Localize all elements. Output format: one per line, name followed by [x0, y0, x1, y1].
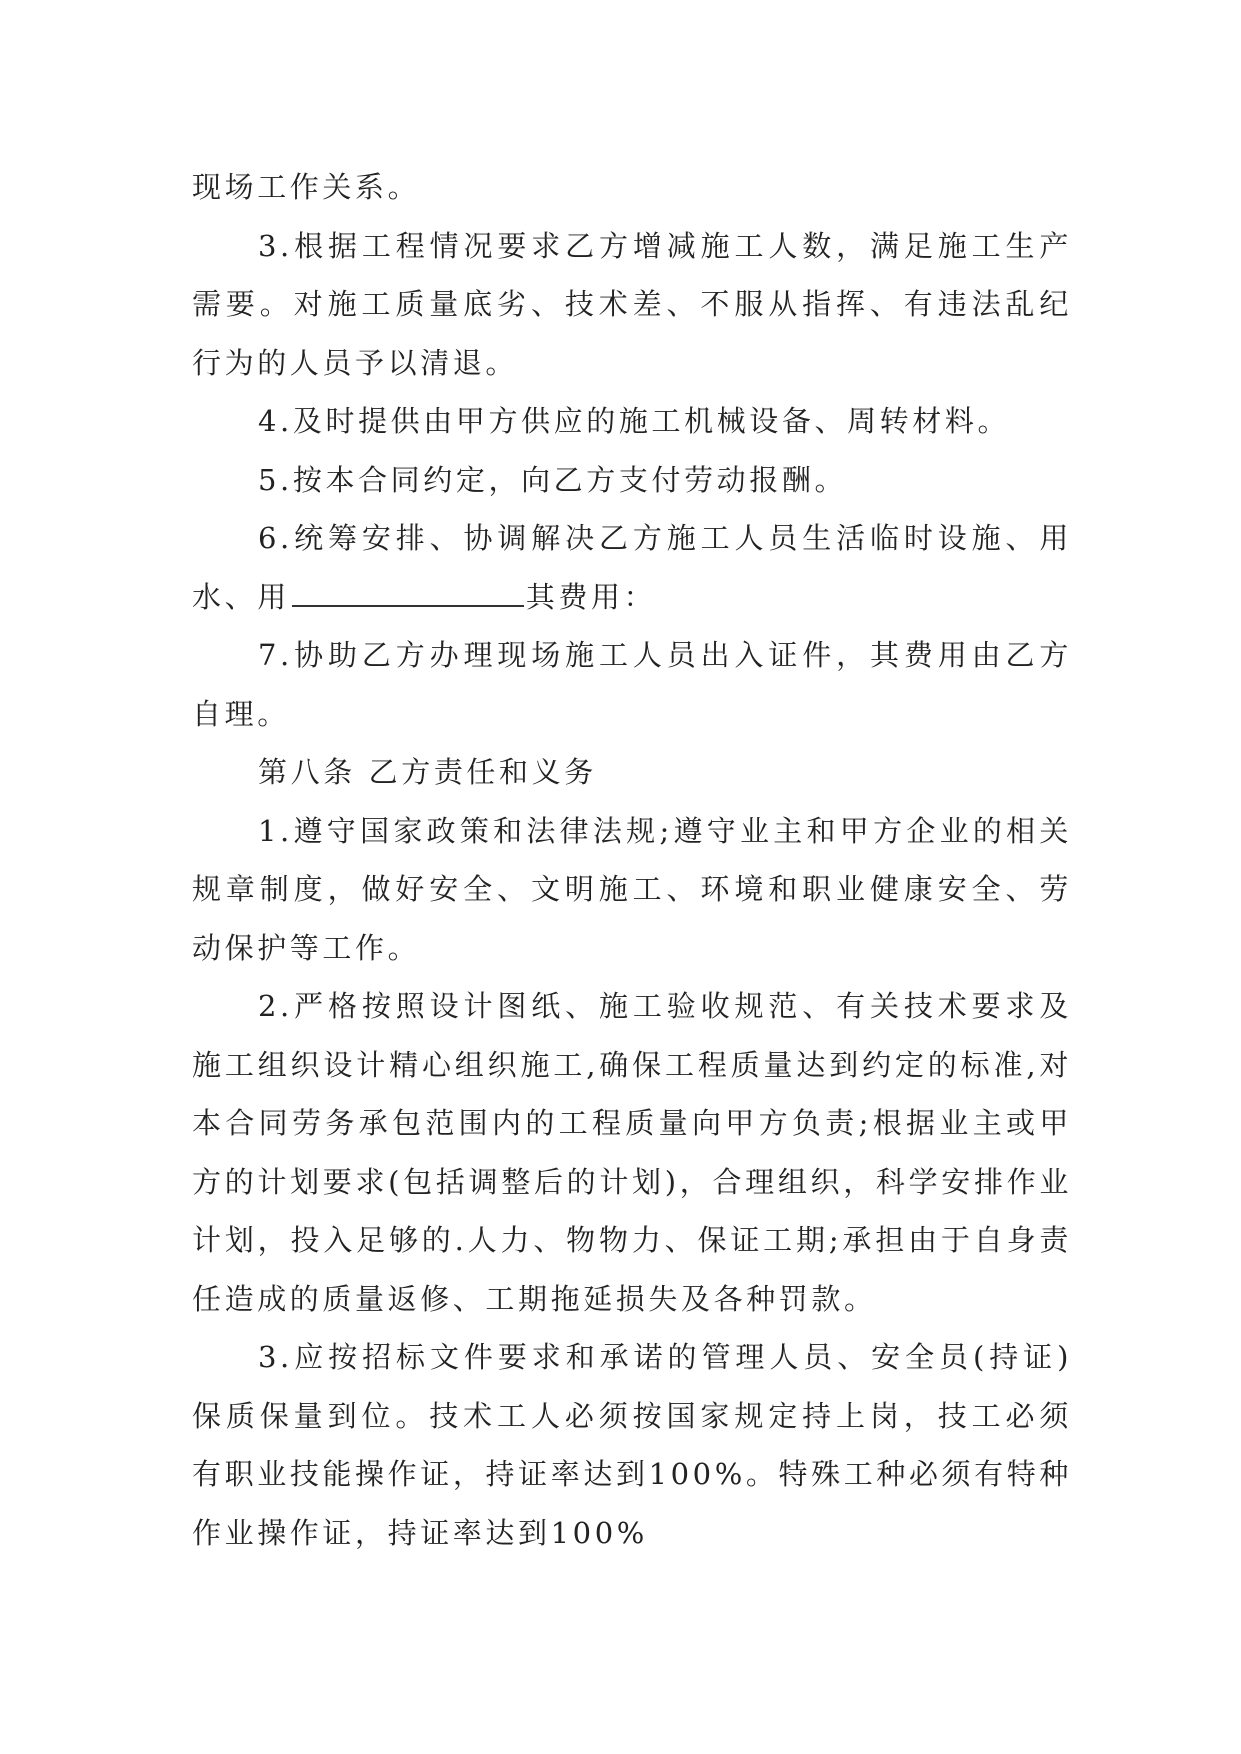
paragraph-text-after-blank: 其费用： [525, 579, 657, 614]
paragraph-item-3 [192, 217, 1072, 393]
paragraph-text: 3.根据工程情况要求乙方增减施工人数，满足施工生产需要。对施工质量底劣、技术差、不服从指挥、有违法乱纪行为的人员予以清退。 [192, 228, 1072, 380]
paragraph-text: 现场工作关系。 [192, 170, 421, 204]
paragraph-item-6 [192, 509, 1072, 626]
paragraph-item-7 [192, 626, 1072, 743]
paragraph-text: 3.应按招标文件要求和承诺的管理人员、安全员(持证)保质保量到位。技术工人必须按国家规定持上岗，技工必须有职业技能操作证，持证率达到100%。特殊工种必须有特种作业操作证，持证率达到100% [192, 1340, 1072, 1550]
paragraph-text: 6.统筹安排、协调解决乙方施工人员生活临时设施、用水、用 [192, 521, 1072, 614]
paragraph-item-4 [192, 392, 1072, 451]
paragraph-text: 7.协助乙方办理现场施工人员出入证件，其费用由乙方自理。 [192, 638, 1072, 731]
paragraph-duty-1 [192, 802, 1072, 978]
document-body [192, 158, 1072, 1562]
section-heading-text: 第八条 乙方责任和义务 [258, 755, 597, 789]
paragraph-text: 5.按本合同约定，向乙方支付劳动报酬。 [258, 462, 848, 497]
paragraph-text: 2.严格按照设计图纸、施工验收规范、有关技术要求及施工组织设计精心组织施工,确保工程质量达到约定的标准,对本合同劳务承包范围内的工程质量向甲方负责;根据业主或甲方的计划要求(包括调整后的计划)，合理组织，科学安排作业计划，投入足够的.人力、物物力、保证工期;承担由于自身责任造成的质量返修、工期拖延损失及各种罚款。 [192, 989, 1072, 1316]
paragraph-text: 4.及时提供由甲方供应的施工机械设备、周转材料。 [258, 404, 1011, 438]
paragraph-continuation [192, 158, 1072, 217]
paragraph-text: 1.遵守国家政策和法律法规;遵守业主和甲方企业的相关规章制度，做好安全、文明施工、环境和职业健康安全、劳动保护等工作。 [192, 813, 1072, 965]
section-heading-article-8 [192, 743, 1072, 802]
fill-in-blank [292, 581, 524, 607]
paragraph-duty-3 [192, 1328, 1072, 1562]
paragraph-item-5 [192, 451, 1072, 510]
paragraph-duty-2 [192, 977, 1072, 1328]
